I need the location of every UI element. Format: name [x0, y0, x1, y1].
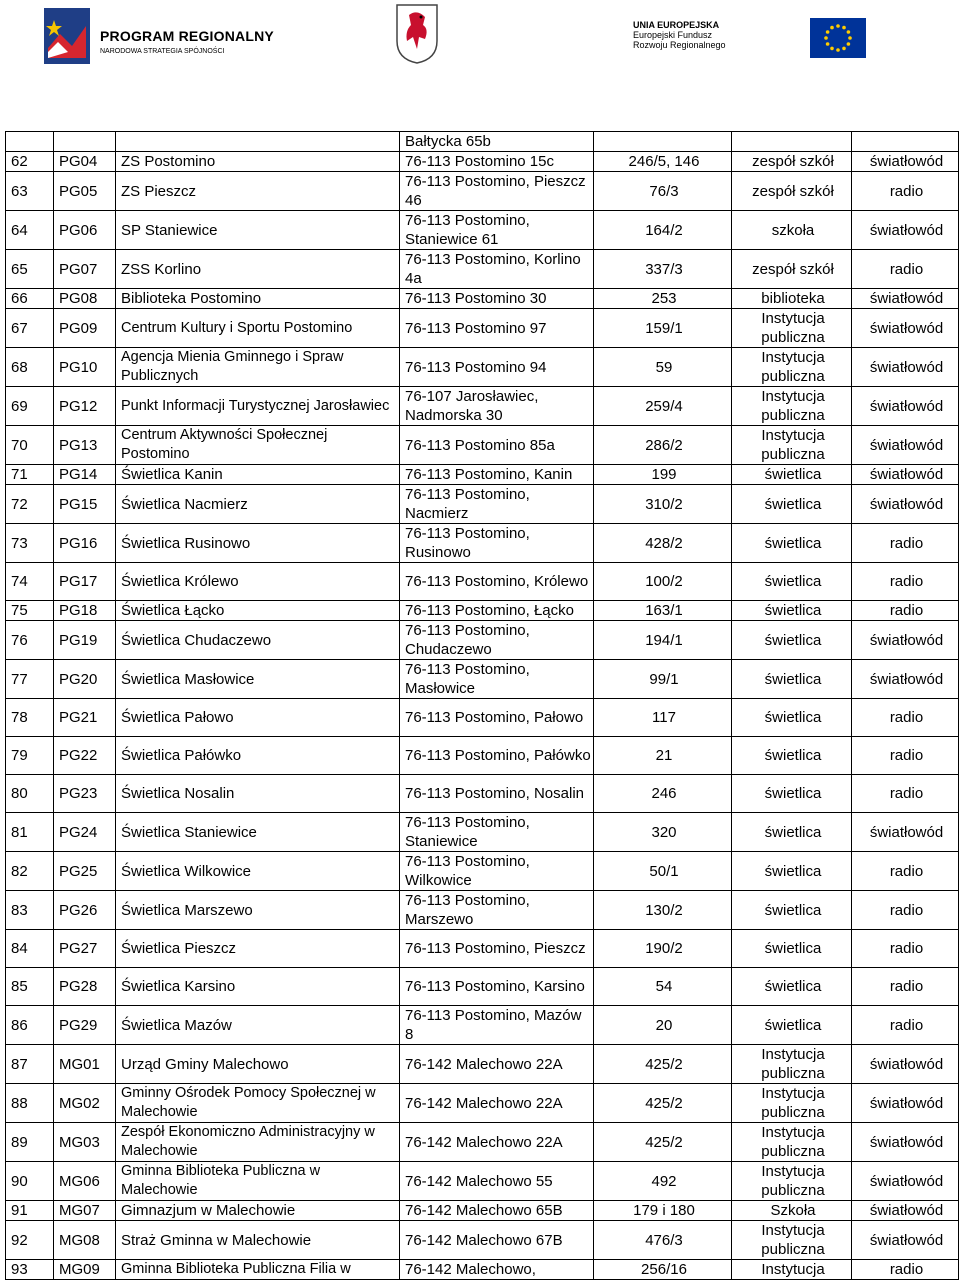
cell-plot: 59 [594, 348, 732, 387]
cell-link: światłowód [852, 621, 959, 660]
cell-type: Instytucja publiczna [732, 1123, 852, 1162]
cell-plot: 492 [594, 1162, 732, 1201]
program-regionalny-logo [42, 6, 274, 66]
cell-plot: 179 i 180 [594, 1201, 732, 1221]
cell-link: radio [852, 1260, 959, 1280]
table-row [6, 485, 959, 524]
cell-type: świetlica [732, 621, 852, 660]
cell-link: światłowód [852, 1162, 959, 1201]
cell-type: szkoła [732, 211, 852, 250]
cell-address: 76-113 Postomino, Pieszcz [400, 930, 594, 968]
cell-code: PG29 [54, 1006, 116, 1045]
cell-nr: 81 [6, 813, 54, 852]
cell-name: Świetlica Pieszcz [116, 930, 400, 968]
cell-name: Urząd Gminy Malechowo [116, 1045, 400, 1084]
cell-address: 76-113 Postomino, Mazów 8 [400, 1006, 594, 1045]
cell-name: Gimnazjum w Malechowie [116, 1201, 400, 1221]
cell-code: PG22 [54, 737, 116, 775]
cell-plot: 253 [594, 289, 732, 309]
cell-address: 76-113 Postomino 15c [400, 152, 594, 172]
cell-plot: 425/2 [594, 1045, 732, 1084]
cell-link: radio [852, 172, 959, 211]
cell-link: radio [852, 737, 959, 775]
program-subtitle: NARODOWA STRATEGIA SPÓJNOŚCI [100, 48, 225, 55]
cell-code: PG05 [54, 172, 116, 211]
cell-link: radio [852, 775, 959, 813]
cell-name: Świetlica Masłowice [116, 660, 400, 699]
cell-nr: 75 [6, 601, 54, 621]
cell-nr: 65 [6, 250, 54, 289]
cell-link: radio [852, 563, 959, 601]
cell-plot: 425/2 [594, 1123, 732, 1162]
cell-nr: 85 [6, 968, 54, 1006]
cell-name: Świetlica Staniewice [116, 813, 400, 852]
cell-link: radio [852, 524, 959, 563]
cell-address: 76-113 Postomino, Nosalin [400, 775, 594, 813]
table-row [6, 852, 959, 891]
table-row [6, 348, 959, 387]
table-row [6, 1006, 959, 1045]
cell-nr: 68 [6, 348, 54, 387]
cell-link: światłowód [852, 1201, 959, 1221]
cell-type: świetlica [732, 930, 852, 968]
cell-nr: 88 [6, 1084, 54, 1123]
cell-plot: 246 [594, 775, 732, 813]
cell-link: światłowód [852, 309, 959, 348]
cell-plot: 320 [594, 813, 732, 852]
cell-name: Świetlica Nacmierz [116, 485, 400, 524]
cell-code: PG24 [54, 813, 116, 852]
cell-nr: 71 [6, 465, 54, 485]
cell-link: radio [852, 930, 959, 968]
cell-type: świetlica [732, 563, 852, 601]
table-row [6, 387, 959, 426]
cell-name: ZS Postomino [116, 152, 400, 172]
cell-plot: 50/1 [594, 852, 732, 891]
table-row [6, 699, 959, 737]
cell-link: światłowód [852, 348, 959, 387]
cell-type: Instytucja publiczna [732, 426, 852, 465]
cell-address: 76-142 Malechowo 22A [400, 1123, 594, 1162]
cell-nr: 79 [6, 737, 54, 775]
cell-code: PG25 [54, 852, 116, 891]
cell-nr: 93 [6, 1260, 54, 1280]
cell-plot: 130/2 [594, 891, 732, 930]
table-row [6, 1260, 959, 1280]
cell-nr: 92 [6, 1221, 54, 1260]
table-row [6, 309, 959, 348]
cell-name: SP Staniewice [116, 211, 400, 250]
cell-plot: 190/2 [594, 930, 732, 968]
cell-code: PG26 [54, 891, 116, 930]
cell-code: PG21 [54, 699, 116, 737]
cell-type: świetlica [732, 813, 852, 852]
cell-nr: 73 [6, 524, 54, 563]
cell-address: 76-113 Postomino 30 [400, 289, 594, 309]
cell-address: 76-142 Malechowo 22A [400, 1045, 594, 1084]
table-row [6, 968, 959, 1006]
cell-nr: 69 [6, 387, 54, 426]
cell-code: PG20 [54, 660, 116, 699]
cell-name: Centrum Kultury i Sportu Postomino [116, 309, 400, 348]
cell-code: MG09 [54, 1260, 116, 1280]
cell-type: Instytucja publiczna [732, 1221, 852, 1260]
cell-link: radio [852, 1006, 959, 1045]
cell-name: Świetlica Marszewo [116, 891, 400, 930]
cell-code: PG14 [54, 465, 116, 485]
cell-plot: 117 [594, 699, 732, 737]
cell-name: Gminna Biblioteka Publiczna w Malechowie [116, 1162, 400, 1201]
cell-plot: 425/2 [594, 1084, 732, 1123]
cell-nr: 64 [6, 211, 54, 250]
cell-name: Zespół Ekonomiczno Administracyjny w Malechowie [116, 1123, 400, 1162]
cell-code: PG16 [54, 524, 116, 563]
table-row [6, 524, 959, 563]
cell-nr: 82 [6, 852, 54, 891]
cell-address: 76-113 Postomino, Korlino 4a [400, 250, 594, 289]
facilities-table [5, 131, 959, 1280]
table-row [6, 465, 959, 485]
cell-link: radio [852, 699, 959, 737]
cell-link: radio [852, 891, 959, 930]
cell-name: Świetlica Rusinowo [116, 524, 400, 563]
cell-link: radio [852, 250, 959, 289]
cell-link: radio [852, 968, 959, 1006]
cell-address: 76-113 Postomino, Masłowice [400, 660, 594, 699]
cell-address: 76-113 Postomino, Wilkowice [400, 852, 594, 891]
table-row [6, 289, 959, 309]
cell-plot: 259/4 [594, 387, 732, 426]
cell-link: światłowód [852, 485, 959, 524]
cell-type: biblioteka [732, 289, 852, 309]
cell-nr: 70 [6, 426, 54, 465]
table-body [6, 132, 959, 1280]
cell-plot: 76/3 [594, 172, 732, 211]
cell-plot: 246/5, 146 [594, 152, 732, 172]
cell-address: 76-113 Postomino, Pałowo [400, 699, 594, 737]
cell-nr: 67 [6, 309, 54, 348]
cell-type: zespół szkół [732, 152, 852, 172]
cell-type: Instytucja publiczna [732, 348, 852, 387]
cell-link: światłowód [852, 660, 959, 699]
document-header [0, 0, 960, 70]
cell-type: świetlica [732, 737, 852, 775]
cell-code: PG13 [54, 426, 116, 465]
cell-name: Świetlica Pałówko [116, 737, 400, 775]
cell-type [732, 132, 852, 152]
cell-address: 76-113 Postomino, Chudaczewo [400, 621, 594, 660]
cell-code: MG07 [54, 1201, 116, 1221]
cell-nr: 72 [6, 485, 54, 524]
cell-name: Świetlica Kanin [116, 465, 400, 485]
cell-plot: 159/1 [594, 309, 732, 348]
cell-code: PG07 [54, 250, 116, 289]
cell-plot: 428/2 [594, 524, 732, 563]
cell-name: Gminny Ośrodek Pomocy Społecznej w Malechowie [116, 1084, 400, 1123]
cell-address: Bałtycka 65b [400, 132, 594, 152]
cell-type: świetlica [732, 660, 852, 699]
cell-address: 76-107 Jarosławiec, Nadmorska 30 [400, 387, 594, 426]
cell-code: PG18 [54, 601, 116, 621]
cell-nr: 89 [6, 1123, 54, 1162]
cell-link: światłowód [852, 1123, 959, 1162]
cell-address: 76-142 Malechowo 55 [400, 1162, 594, 1201]
cell-code: PG28 [54, 968, 116, 1006]
cell-link: światłowód [852, 387, 959, 426]
table-row [6, 172, 959, 211]
cell-code: MG06 [54, 1162, 116, 1201]
cell-nr: 83 [6, 891, 54, 930]
cell-nr: 86 [6, 1006, 54, 1045]
cell-address: 76-113 Postomino, Nacmierz [400, 485, 594, 524]
cell-link [852, 132, 959, 152]
cell-plot: 21 [594, 737, 732, 775]
cell-link: światłowód [852, 813, 959, 852]
cell-name: Świetlica Mazów [116, 1006, 400, 1045]
cell-code: PG06 [54, 211, 116, 250]
cell-code: MG01 [54, 1045, 116, 1084]
cell-plot: 99/1 [594, 660, 732, 699]
cell-nr: 80 [6, 775, 54, 813]
cell-nr: 78 [6, 699, 54, 737]
cell-code: PG23 [54, 775, 116, 813]
table-row [6, 211, 959, 250]
cell-name: Centrum Aktywności Społecznej Postomino [116, 426, 400, 465]
cell-type: świetlica [732, 699, 852, 737]
cell-address: 76-142 Malechowo 22A [400, 1084, 594, 1123]
cell-type: świetlica [732, 485, 852, 524]
table-row [6, 930, 959, 968]
table-row [6, 426, 959, 465]
table-row-continuation [6, 132, 959, 152]
cell-code: MG08 [54, 1221, 116, 1260]
cell-name: ZS Pieszcz [116, 172, 400, 211]
table-row [6, 1201, 959, 1221]
cell-plot: 337/3 [594, 250, 732, 289]
cell-name: Świetlica Łącko [116, 601, 400, 621]
cell-address: 76-113 Postomino, Kanin [400, 465, 594, 485]
cell-plot: 20 [594, 1006, 732, 1045]
cell-type: świetlica [732, 465, 852, 485]
cell-name: Świetlica Chudaczewo [116, 621, 400, 660]
cell-address: 76-113 Postomino, Staniewice [400, 813, 594, 852]
cell-type: Instytucja publiczna [732, 1162, 852, 1201]
eu-fund-label [633, 20, 726, 50]
cell-address: 76-113 Postomino, Królewo [400, 563, 594, 601]
table-row [6, 1123, 959, 1162]
cell-link: światłowód [852, 426, 959, 465]
cell-address: 76-113 Postomino, Pałówko [400, 737, 594, 775]
cell-link: radio [852, 601, 959, 621]
cell-type: Instytucja publiczna [732, 309, 852, 348]
cell-type: świetlica [732, 1006, 852, 1045]
cell-type: Szkoła [732, 1201, 852, 1221]
cell-address: 76-113 Postomino, Rusinowo [400, 524, 594, 563]
cell-code: PG19 [54, 621, 116, 660]
table-row [6, 250, 959, 289]
table-row [6, 1221, 959, 1260]
cell-type: Instytucja publiczna [732, 1045, 852, 1084]
cell-plot: 100/2 [594, 563, 732, 601]
cell-nr: 62 [6, 152, 54, 172]
cell-link: światłowód [852, 211, 959, 250]
cell-address: 76-142 Malechowo, [400, 1260, 594, 1280]
cell-address: 76-113 Postomino, Łącko [400, 601, 594, 621]
cell-code: PG09 [54, 309, 116, 348]
cell-address: 76-113 Postomino 94 [400, 348, 594, 387]
cell-plot [594, 132, 732, 152]
table-row [6, 601, 959, 621]
cell-plot: 286/2 [594, 426, 732, 465]
cell-plot: 194/1 [594, 621, 732, 660]
cell-code: PG15 [54, 485, 116, 524]
cell-address: 76-113 Postomino, Staniewice 61 [400, 211, 594, 250]
cell-plot: 476/3 [594, 1221, 732, 1260]
cell-address: 76-113 Postomino 97 [400, 309, 594, 348]
cell-type: świetlica [732, 524, 852, 563]
table-row [6, 1162, 959, 1201]
cell-nr: 77 [6, 660, 54, 699]
cell-name: Gminna Biblioteka Publiczna Filia w [116, 1260, 400, 1280]
table-row [6, 1045, 959, 1084]
table-row [6, 152, 959, 172]
cell-nr: 63 [6, 172, 54, 211]
program-title: PROGRAM REGIONALNY [100, 28, 274, 44]
cell-code: MG02 [54, 1084, 116, 1123]
cell-name: ZSS Korlino [116, 250, 400, 289]
cell-name: Biblioteka Postomino [116, 289, 400, 309]
cell-link: światłowód [852, 1221, 959, 1260]
cell-name: Świetlica Nosalin [116, 775, 400, 813]
cell-nr: 90 [6, 1162, 54, 1201]
cell-address: 76-142 Malechowo 65B [400, 1201, 594, 1221]
cell-type: świetlica [732, 968, 852, 1006]
cell-link: światłowód [852, 152, 959, 172]
table-row [6, 813, 959, 852]
table-row [6, 775, 959, 813]
cell-type: Instytucja publiczna [732, 1084, 852, 1123]
cell-link: światłowód [852, 289, 959, 309]
cell-name: Świetlica Wilkowice [116, 852, 400, 891]
cell-code [54, 132, 116, 152]
cell-type: zespół szkół [732, 172, 852, 211]
cell-type: świetlica [732, 891, 852, 930]
cell-name: Punkt Informacji Turystycznej Jarosławiec [116, 387, 400, 426]
cell-plot: 54 [594, 968, 732, 1006]
cell-type: świetlica [732, 601, 852, 621]
cell-nr: 87 [6, 1045, 54, 1084]
eu-line-2: Europejski Fundusz [633, 30, 713, 40]
cell-code: PG10 [54, 348, 116, 387]
table-row [6, 1084, 959, 1123]
table-row [6, 563, 959, 601]
cell-name: Straż Gminna w Malechowie [116, 1221, 400, 1260]
cell-plot: 164/2 [594, 211, 732, 250]
cell-name [116, 132, 400, 152]
cell-code: PG12 [54, 387, 116, 426]
cell-nr: 74 [6, 563, 54, 601]
eu-line-1: UNIA EUROPEJSKA [633, 20, 720, 30]
cell-link: światłowód [852, 1045, 959, 1084]
cell-link: światłowód [852, 465, 959, 485]
cell-link: radio [852, 852, 959, 891]
cell-code: PG04 [54, 152, 116, 172]
table-row [6, 737, 959, 775]
cell-name: Świetlica Królewo [116, 563, 400, 601]
cell-address: 76-113 Postomino, Marszewo [400, 891, 594, 930]
cell-nr: 76 [6, 621, 54, 660]
cell-address: 76-113 Postomino, Pieszcz 46 [400, 172, 594, 211]
cell-code: MG03 [54, 1123, 116, 1162]
cell-code: PG17 [54, 563, 116, 601]
cell-type: świetlica [732, 852, 852, 891]
cell-nr [6, 132, 54, 152]
cell-plot: 310/2 [594, 485, 732, 524]
cell-plot: 163/1 [594, 601, 732, 621]
cell-plot: 256/16 [594, 1260, 732, 1280]
cell-address: 76-113 Postomino 85a [400, 426, 594, 465]
eu-flag-icon [810, 18, 866, 58]
table-row [6, 891, 959, 930]
cell-type: Instytucja [732, 1260, 852, 1280]
cell-name: Agencja Mienia Gminnego i Spraw Publicznych [116, 348, 400, 387]
program-regionalny-emblem-icon [42, 6, 92, 66]
regional-crest-icon [395, 3, 439, 65]
cell-plot: 199 [594, 465, 732, 485]
cell-nr: 84 [6, 930, 54, 968]
table-row [6, 660, 959, 699]
cell-type: Instytucja publiczna [732, 387, 852, 426]
cell-address: 76-142 Malechowo 67B [400, 1221, 594, 1260]
cell-name: Świetlica Pałowo [116, 699, 400, 737]
cell-code: PG08 [54, 289, 116, 309]
cell-nr: 66 [6, 289, 54, 309]
table-row [6, 621, 959, 660]
cell-code: PG27 [54, 930, 116, 968]
eu-line-3: Rozwoju Regionalnego [633, 40, 726, 50]
cell-address: 76-113 Postomino, Karsino [400, 968, 594, 1006]
cell-type: zespół szkół [732, 250, 852, 289]
cell-type: świetlica [732, 775, 852, 813]
cell-link: światłowód [852, 1084, 959, 1123]
cell-nr: 91 [6, 1201, 54, 1221]
cell-name: Świetlica Karsino [116, 968, 400, 1006]
